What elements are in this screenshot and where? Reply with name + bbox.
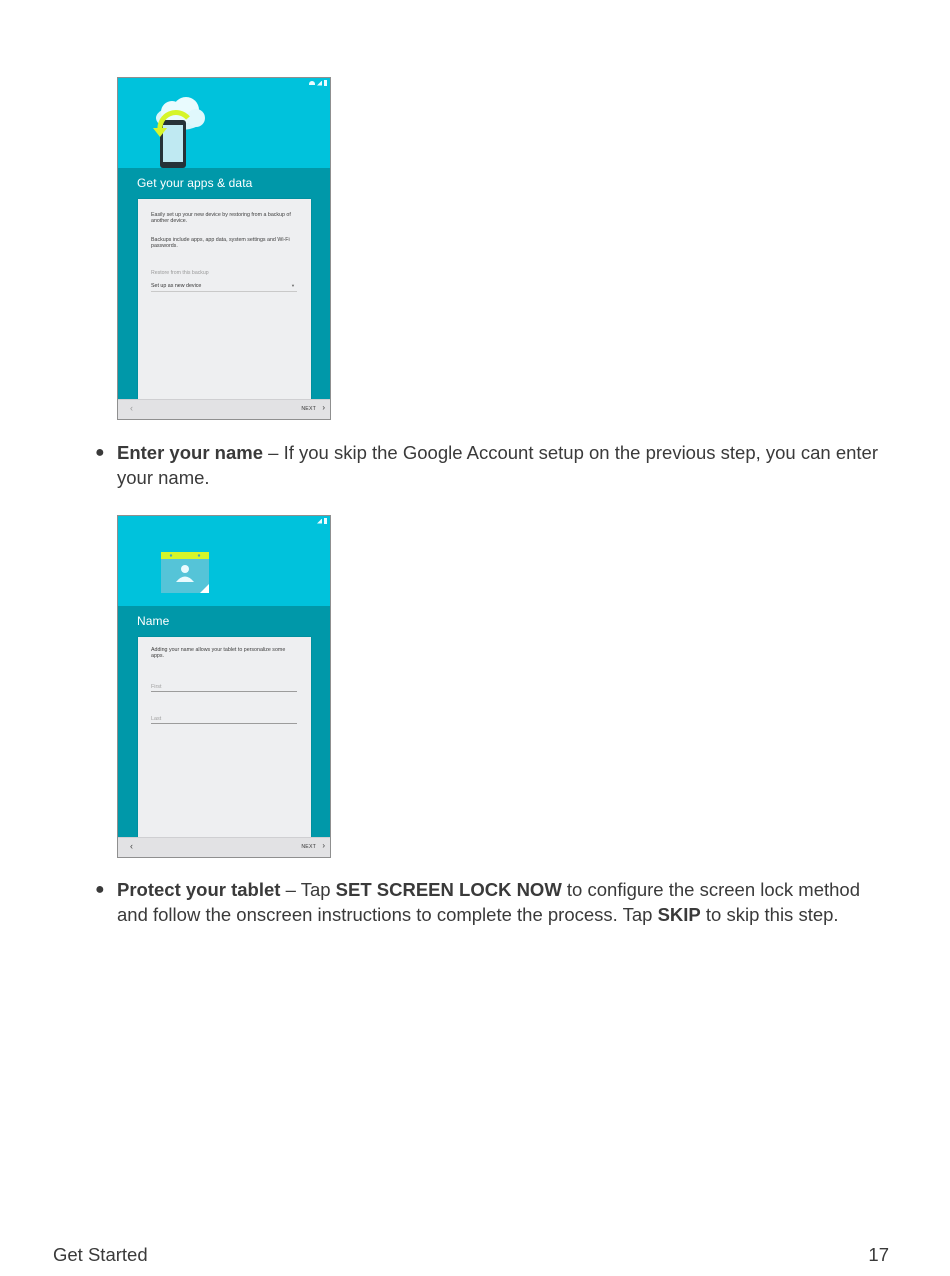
- next-chevron-icon[interactable]: ›: [322, 403, 325, 412]
- bullet-protect-your-tablet: [95, 878, 887, 927]
- signal-icon: [317, 519, 322, 524]
- wifi-icon: [309, 81, 315, 85]
- status-bar: [307, 518, 327, 524]
- bullet-text-c: to skip this step.: [700, 903, 839, 925]
- restore-description: Easily set up your new device by restoring from a backup of another device.: [151, 212, 291, 225]
- cloud-restore-icon: [148, 90, 218, 170]
- restore-card: [138, 199, 311, 405]
- bullet-dot-icon: ●: [95, 881, 105, 898]
- bullet-text-a: – Tap: [280, 879, 336, 900]
- name-description: Adding your name allows your tablet to personalize some apps.: [151, 647, 286, 660]
- bullet-enter-your-name: [95, 441, 887, 490]
- setup-nav-bar: [118, 399, 330, 419]
- next-chevron-icon[interactable]: ›: [322, 841, 325, 850]
- footer-section-title: Get Started: [53, 1244, 148, 1265]
- signal-icon: [317, 81, 322, 86]
- page-number: 17: [868, 1244, 889, 1265]
- bullet-dot-icon: ●: [95, 444, 105, 461]
- restore-label: Restore from this backup: [151, 270, 209, 276]
- screenshot-name: [117, 515, 331, 858]
- last-name-input[interactable]: Last: [151, 716, 297, 724]
- battery-icon: [324, 518, 327, 524]
- backup-description: Backups include apps, app data, system settings and Wi-Fi passwords.: [151, 237, 290, 250]
- back-chevron-icon[interactable]: ‹: [130, 403, 133, 413]
- header-banner: [118, 78, 330, 168]
- restore-select[interactable]: [151, 283, 297, 292]
- first-name-input[interactable]: First: [151, 684, 297, 692]
- setup-nav-bar: [118, 837, 330, 857]
- screenshot-get-apps-data: [117, 77, 331, 420]
- screen-title: Get your apps & data: [137, 176, 253, 190]
- bullet-text-b: to configure the screen lock method and follow the onscreen instructions to complete the process. Tap: [117, 879, 861, 925]
- dropdown-caret-icon: ▼: [291, 283, 295, 288]
- next-button[interactable]: NEXT: [301, 844, 316, 850]
- skip-label: SKIP: [657, 903, 701, 925]
- bullet-text: – If you skip the Google Account setup on the previous step, you can enter your name.: [117, 442, 878, 488]
- contact-card-icon: [158, 549, 218, 599]
- name-card: [138, 637, 311, 843]
- bullet-heading: Enter your name: [117, 442, 263, 463]
- back-chevron-icon[interactable]: ‹: [130, 841, 133, 851]
- bullet-heading: Protect your tablet: [117, 879, 281, 900]
- header-banner: [118, 516, 330, 606]
- set-screen-lock-now-label: SET SCREEN LOCK NOW: [335, 879, 562, 900]
- screen-title: Name: [137, 614, 170, 628]
- next-button[interactable]: NEXT: [301, 406, 316, 412]
- restore-select-value: Set up as new device: [151, 283, 202, 289]
- battery-icon: [324, 80, 327, 86]
- status-bar: [307, 80, 327, 86]
